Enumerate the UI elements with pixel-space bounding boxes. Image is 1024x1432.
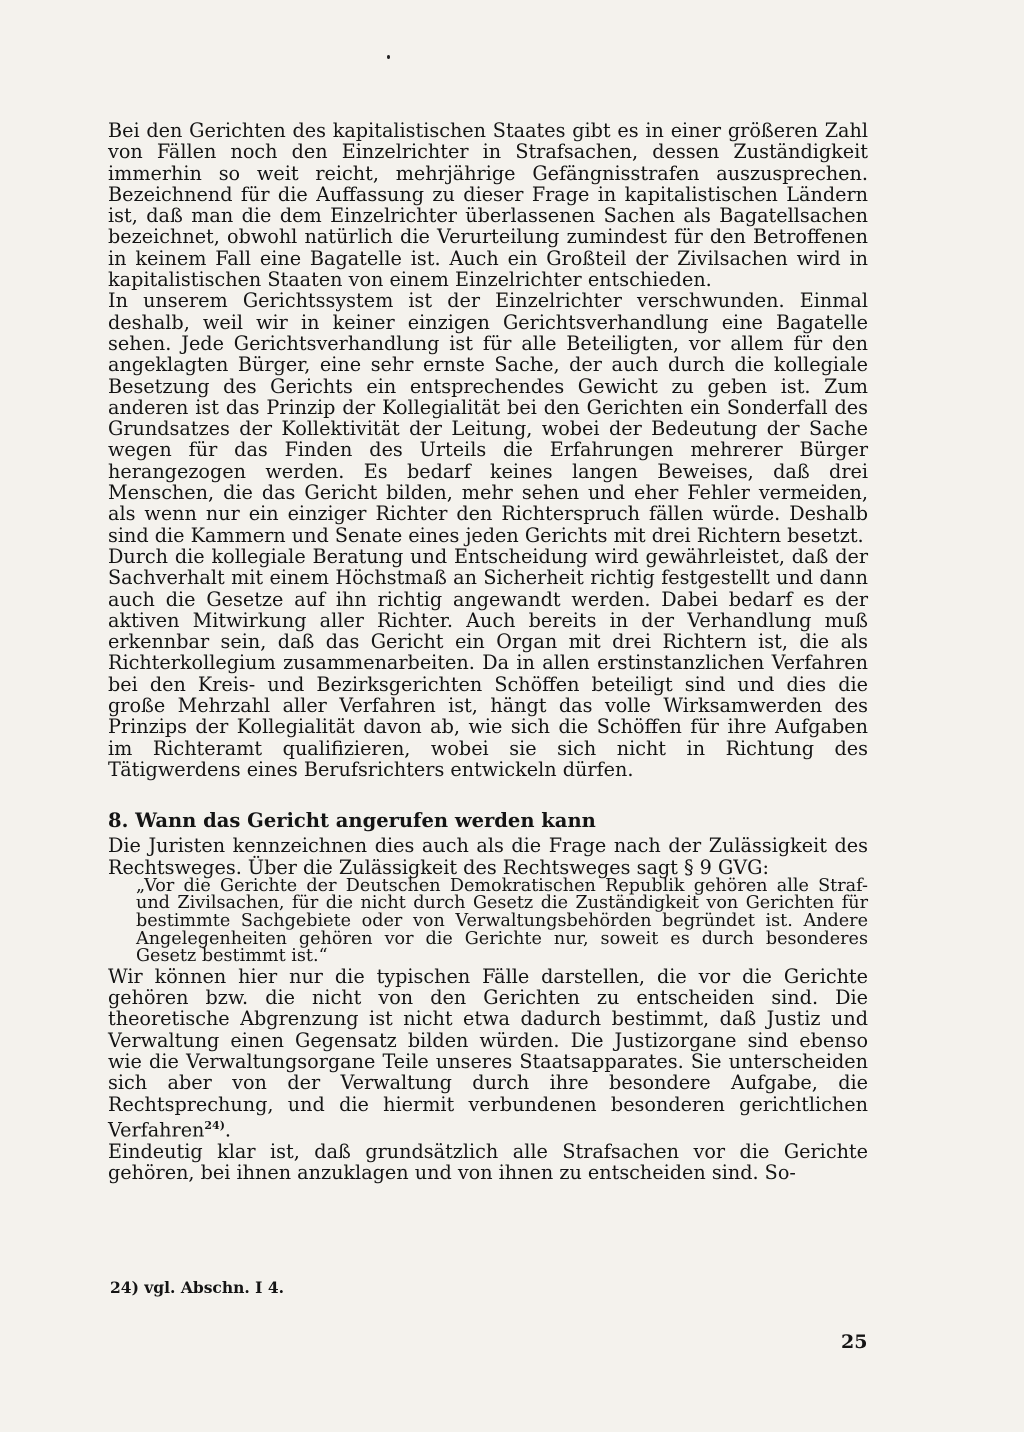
footnote: 24) vgl. Abschn. I 4. — [110, 1278, 285, 1297]
paragraph-intro: Die Juristen kennzeichnen dies auch als die Frage nach der Zulässigkeit des Rechtsweges. Über die Zulässigkeit des Rechtsweges sagt § 9 GVG: — [108, 834, 868, 879]
sentence-end: . — [224, 1118, 232, 1142]
legal-quote: „Vor die Gerichte der Deutschen Demokratischen Republik gehören alle Straf- und Zivilsachen, für die nicht durch Gesetz die Zuständigkeit von Gerichten für bestimmte Sachgebiete oder von Verwaltungsbehörden begründet ist. Andere Angelegenheiten gehören vor die Gerichte nur, soweit es durch besonderes Gesetz bestimmt ist.“ — [136, 875, 868, 967]
paragraph-gerichtssystem: In unserem Gerichtssystem ist der Einzelrichter verschwunden. Einmal deshalb, weil wir in keiner einzigen Gerichtsverhandlung eine Bagatelle sehen. Jede Gerichtsverhandlung ist für alle Beteiligten, vor allem für den angeklagten Bürger, eine sehr ernste Sache, der auch durch die kollegiale Besetzung des Gerichts ein entsprechendes Gewicht zu geben ist. Zum anderen ist das Prinzip der Kollegialität bei den Gerichten ein Sonderfall des Grundsatzes der Kollektivität der Leitung, wobei der Bedeutung der Sache wegen für das Finden des Urteils die Erfahrungen mehrerer Bürger herangezogen werden. Es bedarf keines langen Beweises, daß drei Menschen, die das Gericht bilden, mehr sehen und eher Fehler vermeiden, als wenn nur ein einziger Richter den Richterspruch fällen würde. Deshalb sind die Kammern und Senate eines jeden Gerichts mit drei Richtern besetzt. — [108, 289, 868, 547]
section-heading: 8. Wann das Gericht angerufen werden kann — [108, 809, 596, 833]
footnote-reference: 24) — [204, 1118, 225, 1132]
paragraph-typische-faelle — [108, 966, 868, 1141]
paragraph-einzelrichter-kapitalismus: Bei den Gerichten des kapitalistischen Staates gibt es in einer größeren Zahl von Fällen noch den Einzelrichter in Strafsachen, dessen Zuständigkeit immerhin so weit reicht, mehrjährige Gefängnisstrafen auszusprechen. Bezeichnend für die Auffassung zu dieser Frage in kapitalistischen Ländern ist, daß man die dem Einzelrichter überlassenen Sachen als Bagatellsachen bezeichnet, obwohl natürlich die Verurteilung zumindest für den Betroffenen in keinem Fall eine Bagatelle ist. Auch ein Großteil der Zivilsachen wird in kapitalistischen Staaten von einem Einzelrichter entschieden. — [108, 119, 868, 292]
paragraph-strafsachen: Eindeutig klar ist, daß grundsätzlich alle Strafsachen vor die Gerichte gehören, bei ihnen anzuklagen und von ihnen zu entscheiden sind. So- — [108, 1139, 868, 1184]
paragraph-typische-faelle-text: Wir können hier nur die typischen Fälle darstellen, die vor die Gerichte gehören bzw. die nicht von den Gerichten zu entscheiden sind. Die theoretische Abgrenzung ist nicht etwa dadurch bestimmt, daß Justiz und Verwaltung einen Gegensatz bilden würden. Die Justizorgane sind ebenso wie die Verwaltungsorgane Teile unseres Staatsapparates. Sie unterscheiden sich aber von der Verwaltung durch ihre besondere Aufgabe, die Rechtsprechung, und die hiermit verbundenen besonderen gerichtlichen Verfahren — [108, 964, 868, 1142]
page-body — [108, 120, 868, 1183]
print-speck — [387, 55, 390, 59]
page-number: 25 — [841, 1331, 868, 1353]
paragraph-kollegiale-beratung: Durch die kollegiale Beratung und Entscheidung wird gewährleistet, daß der Sachverhalt mit einem Höchstmaß an Sicherheit richtig festgestellt und dann auch die Gesetze auf ihn richtig angewandt werden. Dabei bedarf es der aktiven Mitwirkung aller Richter. Auch bereits in der Verhandlung muß erkennbar sein, daß das Gericht ein Organ mit drei Richtern ist, die als Richterkollegium zusammenarbeiten. Da in allen erstinstanzlichen Verfahren bei den Kreis- und Bezirksgerichten Schöffen beteiligt sind und dies die große Mehrzahl aller Verfahren ist, hängt das volle Wirksamwerden des Prinzips der Kollegialität davon ab, wie sich die Schöffen für ihre Aufgaben im Richteramt qualifizieren, wobei sie sich nicht in Richtung des Tätigwerdens eines Berufsrichters entwickeln dürfen. — [108, 544, 868, 781]
